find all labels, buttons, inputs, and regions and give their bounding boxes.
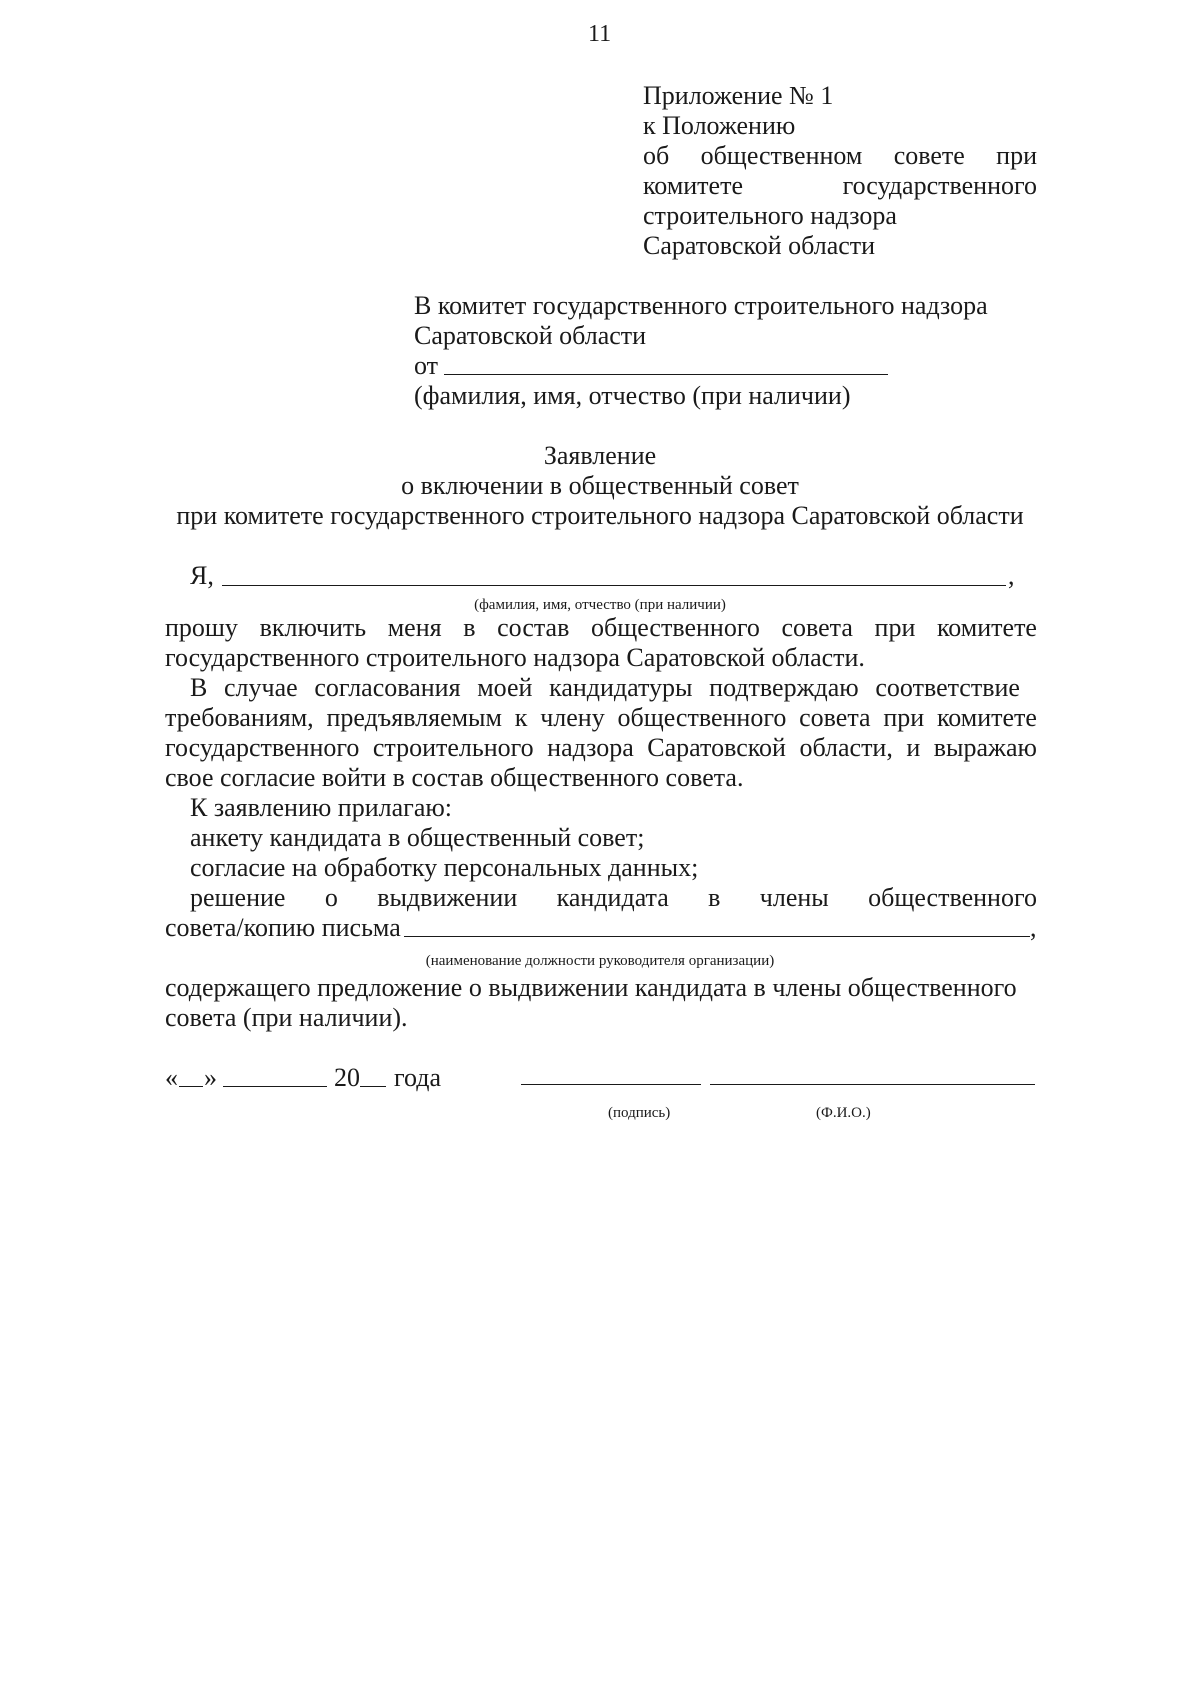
word: строительного (372, 733, 534, 762)
word: согласования (314, 673, 461, 702)
page-number: 11 (588, 21, 612, 47)
date-year-field-line[interactable] (360, 1086, 386, 1087)
word: совете (893, 141, 965, 170)
para2-line-2 (165, 702, 1037, 734)
word: предъявляемым (326, 703, 502, 732)
attachment-1: анкету кандидата в общественный совет; (190, 823, 645, 852)
word: государственного (165, 733, 360, 762)
applicant-name-field-line[interactable] (222, 585, 1006, 586)
date-year-suffix: года (394, 1063, 442, 1092)
heading-line-3: при комитете государственного строительного надзора Саратовской области (176, 501, 1024, 530)
date-month-field-line[interactable] (223, 1086, 327, 1087)
word: выдвижении (377, 883, 518, 912)
word: в (463, 613, 476, 642)
addressee-line-1: В комитет государственного строительного надзора (414, 291, 988, 320)
word: подтверждаю (709, 673, 859, 702)
para3-line-1: содержащего предложение о выдвижении кандидата в члены общественного (165, 973, 1017, 1002)
word: при (883, 703, 925, 732)
word: комитете (936, 703, 1037, 732)
word: состав (497, 613, 570, 642)
ya-label: Я, (190, 561, 214, 590)
word: комитете (936, 613, 1037, 642)
ya-caption: (фамилия, имя, отчество (при наличии) (474, 597, 726, 613)
word: общественного (617, 703, 787, 732)
word: и (906, 733, 921, 762)
appendix-line-6: Саратовской области (643, 231, 876, 260)
word: соответствие (875, 673, 1020, 702)
word: Саратовской (647, 733, 786, 762)
date-day-field-line[interactable] (179, 1086, 203, 1087)
attachment-3-line-2: совета/копию письма (165, 913, 401, 942)
word: включить (259, 613, 367, 642)
word: области, (799, 733, 893, 762)
appendix-title: Приложение № 1 (643, 81, 834, 110)
para2-line-3 (165, 732, 1037, 764)
word: об (643, 141, 670, 170)
word: В (190, 673, 208, 702)
word: совета (799, 703, 871, 732)
signature-caption: (подпись) (608, 1105, 671, 1121)
date-year-prefix: 20 (334, 1063, 360, 1092)
word: моей (477, 673, 533, 702)
word: члену (540, 703, 605, 732)
appendix-line-4 (643, 170, 1037, 202)
ya-comma: , (1008, 561, 1015, 590)
word: прошу (165, 613, 238, 642)
para1-line-2: государственного строительного надзора Саратовской области. (165, 643, 865, 672)
attachment-3-comma: , (1030, 913, 1037, 942)
from-caption: (фамилия, имя, отчество (при наличии) (414, 381, 851, 410)
word: кандидатуры (549, 673, 693, 702)
attachment-3-line-1 (190, 882, 1037, 914)
word: случае (224, 673, 298, 702)
addressee-line-2: Саратовской области (414, 321, 647, 350)
para3-line-2: совета (при наличии). (165, 1003, 408, 1032)
fio-caption: (Ф.И.О.) (816, 1105, 871, 1121)
word: при (996, 141, 1037, 170)
date-close-quote: » (204, 1063, 217, 1092)
word: надзора (547, 733, 634, 762)
heading-line-2: о включении в общественный совет (401, 471, 799, 500)
attachment-2: согласие на обработку персональных данных; (190, 853, 699, 882)
heading-title: Заявление (543, 441, 657, 470)
word: государственного (842, 171, 1037, 200)
para2-line-1 (190, 672, 1020, 704)
appendix-line-3 (643, 140, 1037, 172)
word: комитете (643, 171, 743, 200)
letter-author-field-line[interactable] (404, 936, 1030, 937)
word: меня (387, 613, 442, 642)
from-name-field-line[interactable] (444, 374, 888, 375)
appendix-line-2: к Положению (643, 111, 796, 140)
word: о (324, 883, 338, 912)
word: требованиям, (165, 703, 314, 732)
word: общественного (868, 883, 1037, 912)
word: выражаю (933, 733, 1037, 762)
word: кандидата (556, 883, 669, 912)
word: общественном (700, 141, 863, 170)
fio-field-line[interactable] (710, 1084, 1035, 1085)
para2-line-4: свое согласие войти в состав общественного совета. (165, 763, 744, 792)
attachments-intro: К заявлению прилагаю: (190, 793, 453, 822)
signature-field-line[interactable] (521, 1084, 701, 1085)
attachment-3-caption: (наименование должности руководителя организации) (425, 953, 775, 969)
word: члены (759, 883, 829, 912)
word: к (514, 703, 528, 732)
date-open-quote: « (165, 1063, 178, 1092)
appendix-line-5: строительного надзора (643, 201, 897, 230)
word: решение (190, 883, 286, 912)
word: общественного (590, 613, 760, 642)
word: совета (781, 613, 853, 642)
from-label: от (414, 351, 439, 380)
word: в (708, 883, 721, 912)
para1-line-1 (165, 612, 1037, 644)
word: при (874, 613, 916, 642)
